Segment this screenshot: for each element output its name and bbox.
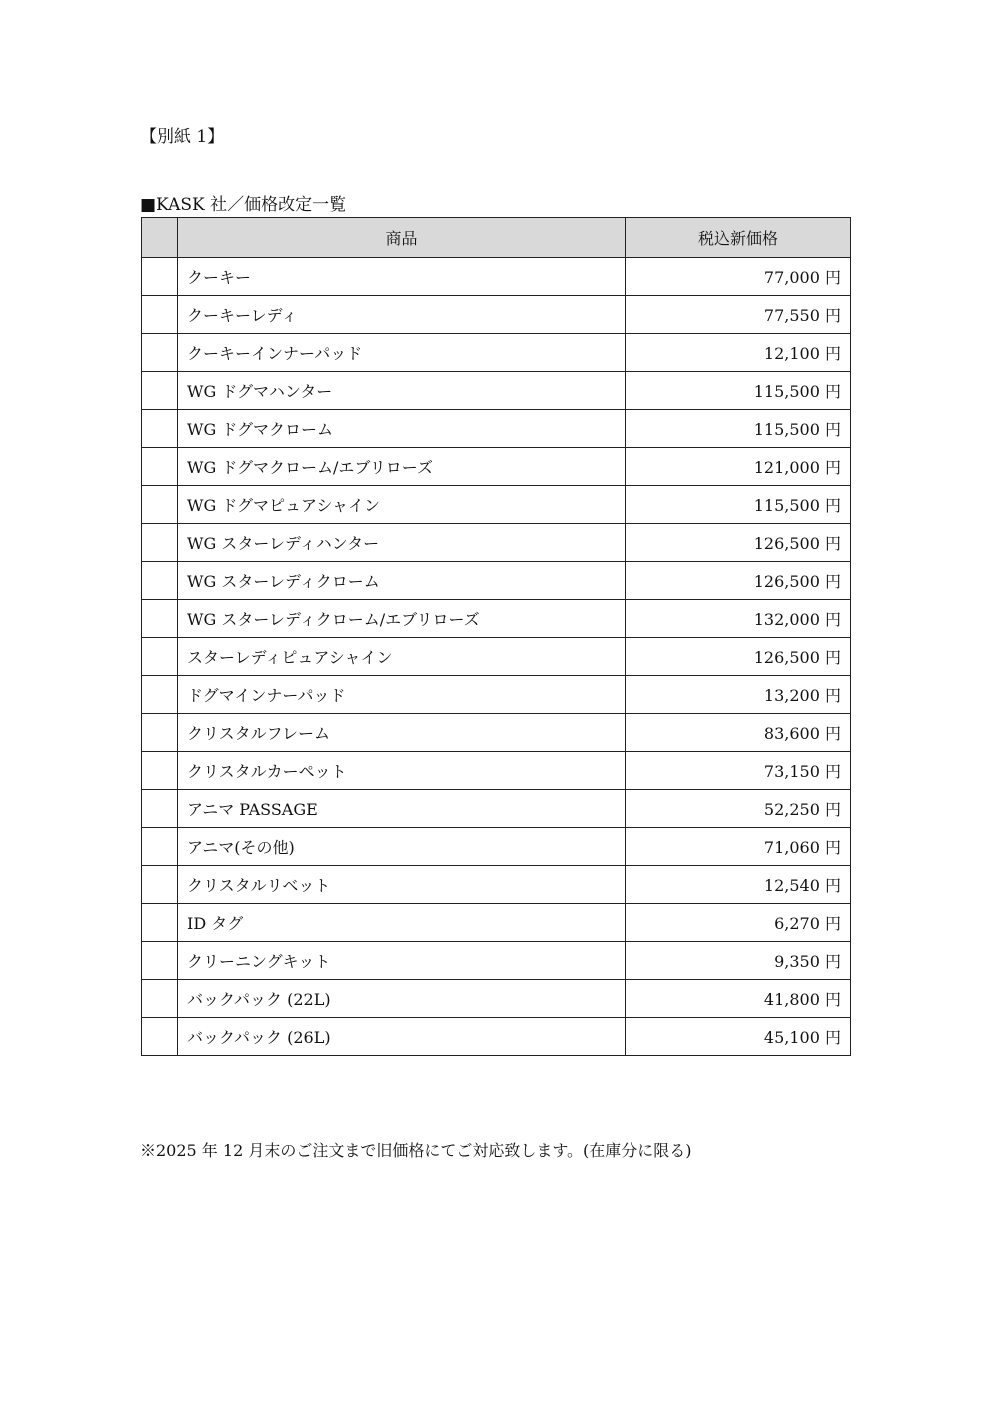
row-blank-cell xyxy=(142,714,178,752)
row-blank-cell xyxy=(142,638,178,676)
price-revision-table xyxy=(141,217,851,1056)
table-row xyxy=(142,600,851,638)
header-blank-cell xyxy=(142,218,178,258)
row-blank-cell xyxy=(142,334,178,372)
row-blank-cell xyxy=(142,296,178,334)
price-cell: 73,150 円 xyxy=(626,752,851,790)
header-price: 税込新価格 xyxy=(626,218,851,258)
table-row xyxy=(142,258,851,296)
product-name-cell: スターレディピュアシャイン xyxy=(178,638,626,676)
row-blank-cell xyxy=(142,1018,178,1056)
row-blank-cell xyxy=(142,448,178,486)
table-row xyxy=(142,942,851,980)
header-product: 商品 xyxy=(178,218,626,258)
row-blank-cell xyxy=(142,980,178,1018)
row-blank-cell xyxy=(142,486,178,524)
price-cell: 115,500 円 xyxy=(626,372,851,410)
row-blank-cell xyxy=(142,600,178,638)
row-blank-cell xyxy=(142,372,178,410)
table-row xyxy=(142,410,851,448)
price-cell: 83,600 円 xyxy=(626,714,851,752)
price-cell: 12,540 円 xyxy=(626,866,851,904)
product-name-cell: クーキー xyxy=(178,258,626,296)
table-row xyxy=(142,980,851,1018)
product-name-cell: クーキーインナーパッド xyxy=(178,334,626,372)
product-name-cell: ID タグ xyxy=(178,904,626,942)
table-row xyxy=(142,714,851,752)
price-cell: 13,200 円 xyxy=(626,676,851,714)
table-row xyxy=(142,486,851,524)
attachment-label: 【別紙 1】 xyxy=(140,127,225,147)
product-name-cell: WG ドグマハンター xyxy=(178,372,626,410)
product-name-cell: ドグマインナーパッド xyxy=(178,676,626,714)
product-name-cell: バックパック (22L) xyxy=(178,980,626,1018)
price-cell: 9,350 円 xyxy=(626,942,851,980)
row-blank-cell xyxy=(142,828,178,866)
table-row xyxy=(142,372,851,410)
table-row xyxy=(142,562,851,600)
price-cell: 121,000 円 xyxy=(626,448,851,486)
table-row xyxy=(142,828,851,866)
row-blank-cell xyxy=(142,866,178,904)
table-title: ■KASK 社／価格改定一覧 xyxy=(140,195,347,215)
table-row xyxy=(142,448,851,486)
row-blank-cell xyxy=(142,752,178,790)
product-name-cell: アニマ PASSAGE xyxy=(178,790,626,828)
row-blank-cell xyxy=(142,790,178,828)
row-blank-cell xyxy=(142,258,178,296)
product-name-cell: バックパック (26L) xyxy=(178,1018,626,1056)
footnote: ※2025 年 12 月末のご注文まで旧価格にてご対応致します。(在庫分に限る) xyxy=(140,1141,692,1160)
table-header-row xyxy=(142,218,851,258)
row-blank-cell xyxy=(142,410,178,448)
product-name-cell: アニマ(その他) xyxy=(178,828,626,866)
price-cell: 71,060 円 xyxy=(626,828,851,866)
table-row xyxy=(142,1018,851,1056)
table-row xyxy=(142,638,851,676)
table-row xyxy=(142,334,851,372)
price-cell: 77,000 円 xyxy=(626,258,851,296)
row-blank-cell xyxy=(142,524,178,562)
price-cell: 132,000 円 xyxy=(626,600,851,638)
row-blank-cell xyxy=(142,904,178,942)
price-cell: 115,500 円 xyxy=(626,410,851,448)
product-name-cell: WG スターレディハンター xyxy=(178,524,626,562)
table-row xyxy=(142,752,851,790)
product-name-cell: クリスタルリベット xyxy=(178,866,626,904)
table-row xyxy=(142,866,851,904)
price-cell: 52,250 円 xyxy=(626,790,851,828)
price-cell: 77,550 円 xyxy=(626,296,851,334)
table-row xyxy=(142,296,851,334)
price-cell: 115,500 円 xyxy=(626,486,851,524)
product-name-cell: WG スターレディクローム xyxy=(178,562,626,600)
table-body xyxy=(142,258,851,1056)
row-blank-cell xyxy=(142,562,178,600)
price-cell: 126,500 円 xyxy=(626,524,851,562)
table-row xyxy=(142,676,851,714)
table-row xyxy=(142,790,851,828)
product-name-cell: クーキーレディ xyxy=(178,296,626,334)
row-blank-cell xyxy=(142,942,178,980)
table-row xyxy=(142,524,851,562)
product-name-cell: クリスタルカーペット xyxy=(178,752,626,790)
price-cell: 126,500 円 xyxy=(626,638,851,676)
price-cell: 126,500 円 xyxy=(626,562,851,600)
price-cell: 41,800 円 xyxy=(626,980,851,1018)
price-cell: 12,100 円 xyxy=(626,334,851,372)
price-cell: 6,270 円 xyxy=(626,904,851,942)
product-name-cell: WG ドグマクローム/エブリローズ xyxy=(178,448,626,486)
product-name-cell: WG スターレディクローム/エブリローズ xyxy=(178,600,626,638)
price-cell: 45,100 円 xyxy=(626,1018,851,1056)
product-name-cell: クリスタルフレーム xyxy=(178,714,626,752)
row-blank-cell xyxy=(142,676,178,714)
table-row xyxy=(142,904,851,942)
product-name-cell: WG ドグマクローム xyxy=(178,410,626,448)
product-name-cell: クリーニングキット xyxy=(178,942,626,980)
product-name-cell: WG ドグマピュアシャイン xyxy=(178,486,626,524)
